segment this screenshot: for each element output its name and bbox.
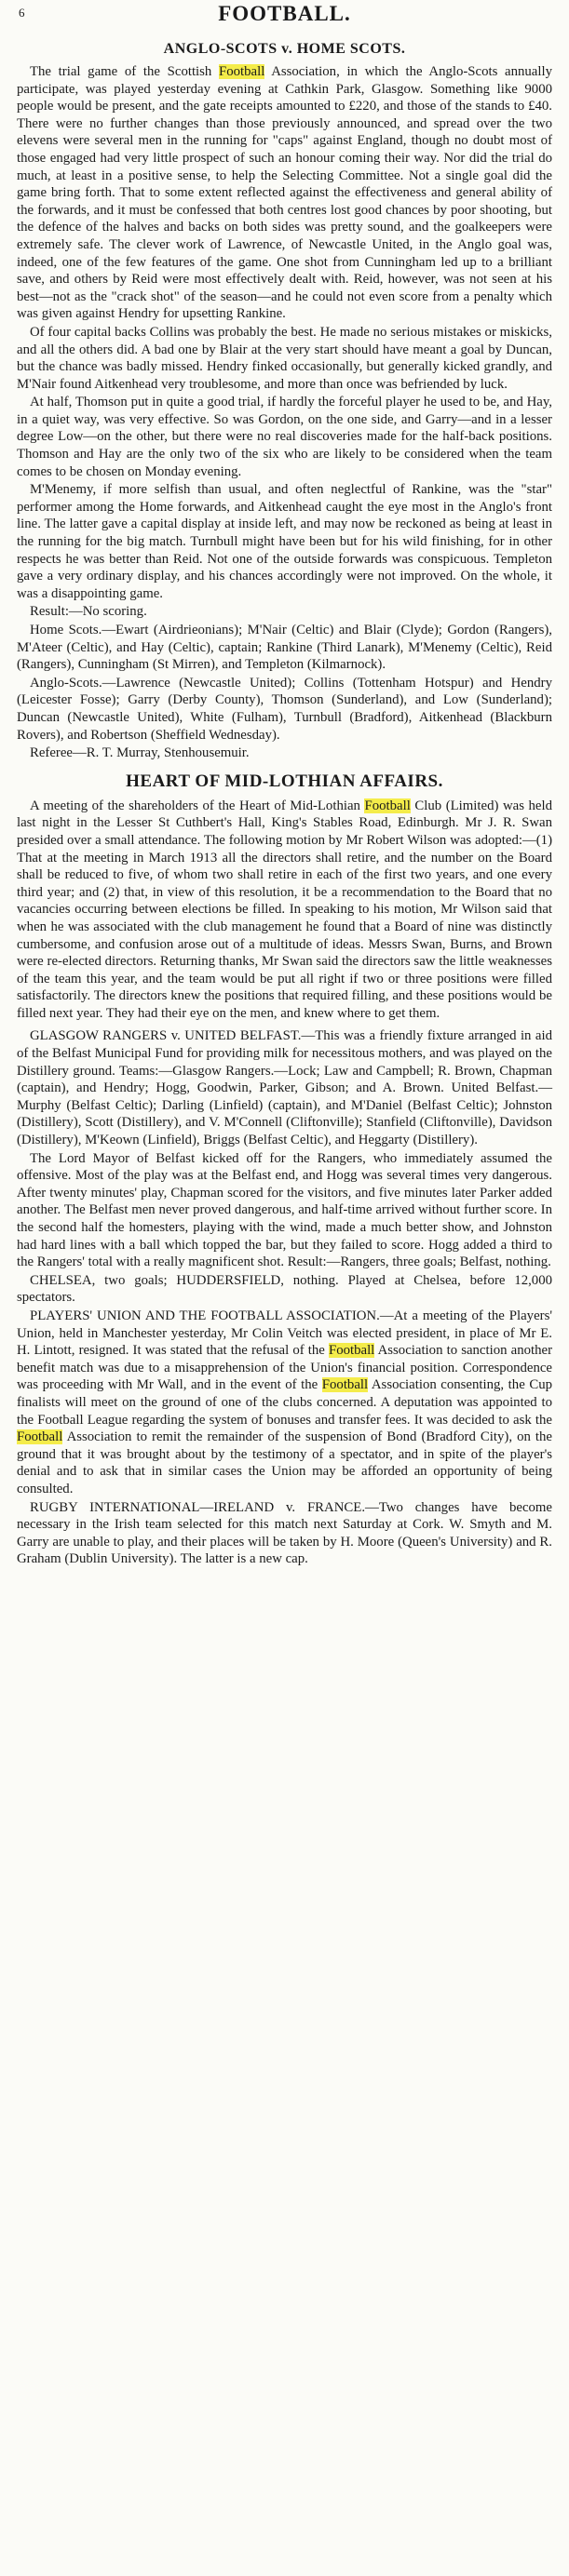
text-run: Of four capital backs Collins was probably the best. He made no serious mistakes or miskicks, and all the others did. A bad one by Blair at the very start should have meant a goal by Duncan, but the chance was badly missed. Hendry finked occasionally, but generally kicked grandly, and M'Nair found Aitkenhead very troublesome, and more than once was befriended by luck. (17, 324, 552, 392)
paragraph (17, 1308, 552, 1498)
text-run: GLASGOW RANGERS v. UNITED BELFAST.—This was a friendly fixture arranged in aid of the Belfast Municipal Fund for providing milk for necessitous mothers, and was played on the Distillery ground. Teams:—Glasgow Rangers.—Lock; Law and Campbell; R. Brown, Chapman (captain), and Hendry; Hogg, Goodwin, Parker, Gibson; and A. Brown. United Belfast.—Murphy (Belfast Celtic); Darling (Linfield) (captain), and M'Daniel (Belfast Celtic); Johnston (Distillery), Scott (Distillery), and V. M'Connell (Cliftonville); Stanfield (Cliftonville), Davidson (Distillery), M'Keown (Linfield), Briggs (Belfast Celtic), and Heggarty (Distillery). (17, 1028, 552, 1148)
text-run: Club (Limited) was held last night in the Lesser St Cuthbert's Hall, King's Stables Road, Edinburgh. Mr J. R. Swan presided over a small attendance. The following motion by Mr Robert Wilson was adopted:—(1) That at the meeting in March 1913 all the directors shall retire, and the number on the Board shall be reduced to five, of whom two shall retire in each of the first two years, and one every third year; and (2) that, in view of this resolution, it be a recommendation to the Board that no vacancies occurring between elections be filled. In speaking to his motion, Mr Wilson said that when he was associated with the club management he found that a Board of nine was distinctly cumbersome, and confusion arose out of a multitude of ideas. Messrs Swan, Burns, and Brown were re-elected directors. Returning thanks, Mr Swan said the directors saw the little weaknesses of the team this year, and the team would be put all right if two or three positions were filled satisfactorily. The directors knew the positions that required filling, and these positions would be filled next year. They had their eye on the men, and knew where to get them. (17, 798, 553, 1021)
page-title: FOOTBALL. (218, 2, 351, 25)
paragraph (17, 798, 552, 1023)
page-number: 6 (19, 6, 25, 20)
highlighted-term: Football (364, 798, 411, 813)
paragraph (17, 1272, 552, 1307)
paragraph (17, 675, 552, 744)
text-run: M'Menemy, if more selfish than usual, and often neglectful of Rankine, was the "star" performer among the Home forwards, and Aitkenhead caught the eye most in the Anglo's front line. The latter gave a capital display at inside left, and may now be reckoned as being at least in the running for the big match. Turnbull might have been but for his wild finishing, for in other respects he was better than Reid. Not one of the outside forwards was conspicuous. Templeton gave a very ordinary display, and his chances accordingly were not improved. On the whole, it was a disappointing game. (17, 482, 552, 601)
text-run: CHELSEA, two goals; HUDDERSFIELD, nothing. Played at Chelsea, before 12,000 spectators. (17, 1272, 552, 1306)
paragraph (17, 324, 552, 393)
text-run: Association consenting, the Cup finalists will meet on the ground of one of the clubs concerned. A deputation was appointed to the Football League regarding the system of bonuses and transfer fees. It was decided to ask the (17, 1377, 552, 1428)
highlighted-term: Football (17, 1429, 63, 1445)
paragraph (17, 1499, 552, 1568)
article-column (17, 35, 552, 1568)
text-run: PLAYERS' UNION AND THE FOOTBALL ASSOCIATION.—At a meeting of the Players' Union, held in Manchester yesterday, Mr Colin Veitch was elected president, in place of Mr E. H. Lintott, resigned. It was stated that the refusal of the (17, 1308, 552, 1359)
text-run: Home Scots.—Ewart (Airdrieonians); M'Nair (Celtic) and Blair (Clyde); Gordon (Rangers), M'Ateer (Celtic), and Hay (Celtic), captain; Rankine (Third Lanark), M'Menemy (Celtic), Reid (Rangers), Cunningham (St Mirren), and Templeton (Kilmarnock). (17, 623, 552, 673)
article-anglo-scots (17, 63, 552, 762)
paragraph (17, 1150, 552, 1271)
page-header (0, 2, 569, 26)
text-run: The Lord Mayor of Belfast kicked off for the Rangers, who immediately assumed the offensive. Most of the play was at the Belfast end, and Hogg was several times very dangerous. After twenty minutes' play, Chapman scored for the visitors, and five minutes later Parker added another. The Belfast men never proved dangerous, and half-time arrived without further score. In the second half the homesters, playing with the wind, made a much better show, and Johnston had hard lines with a ball which topped the bar, but they failed to score. Hogg added a third to the Rangers' total with a really magnificent shot. Result:—Rangers, three goals; Belfast, nothing. (17, 1150, 552, 1270)
text-run: Association to remit the remainder of the suspension of Bond (Bradford City), on the ground that it was brought about by the testimony of a spectator, and in spite of the player's denial and to ask that in similar cases the Union may be afforded an opportunity of being consulted. (17, 1429, 552, 1496)
text-run: At half, Thomson put in quite a good trial, if hardly the forceful player he used to be, and Hay, in a quiet way, was very effective. So was Gordon, on the one side, and Garry—and in a lesser degree Low—on the other, but there were no real discoveries made for the half-back positions. Thomson and Hay are the only two of the six who are likely to be considered when the team comes to be chosen on Monday evening. (17, 395, 552, 479)
text-run: Referee—R. T. Murray, Stenhousemuir. (30, 745, 250, 761)
paragraph (17, 745, 552, 762)
highlighted-term: Football (321, 1377, 369, 1393)
text-run: RUGBY INTERNATIONAL—IRELAND v. FRANCE.—Two changes have become necessary in the Irish team selected for this match next Saturday at Cork. W. Smyth and M. Garry are unable to play, and their places will be taken by H. Moore (Queen's University) and R. Graham (Dublin University). The latter is a new cap. (17, 1499, 552, 1567)
highlighted-term: Football (219, 64, 265, 79)
paragraph (17, 63, 552, 323)
highlighted-term: Football (328, 1343, 375, 1359)
text-run: Association to sanction another benefit match was due to a misapprehension of the Union's financial position. Correspondence was proceeding with Mr Wall, and in the event of the (17, 1343, 552, 1393)
text-run: Association, in which the Anglo-Scots annually participate, was played yesterday evening at Cathkin Park, Glasgow. Something like 9000 people would be present, and the gate receipts amounted to £220, and those of the stands to £40. There were no further changes than those previously announced, and spread over the two elevens were several men in the running for "caps" against England, though no doubt most of those engaged had very little prospect of such an honour coming their way. Nor did the trial do much, at least in a positive sense, to help the Selecting Committee. Not a single goal did the game bring forth. That to some extent reflected against the effectiveness and general ability of the forwards, and it must be confessed that both centres lost good chances by poor shooting, but the defence of the halves and backs on both sides was pretty sound, and the goalkeepers were extremely safe. The clever work of Lawrence, of Newcastle United, in the Anglo goal was, indeed, one of the few features of the game. One shot from Cunningham led up to a brilliant save, and others by Reid were most effectively dealt with. Reid, however, was not seen at his best—not as the "crack shot" of the season—and he could not even score from a penalty which was given against Hendry for upsetting Rankine. (17, 64, 552, 322)
text-run: A meeting of the shareholders of the Heart of Mid-Lothian (30, 798, 365, 813)
paragraph (17, 394, 552, 480)
section-heading-anglo-scots: ANGLO-SCOTS v. HOME SCOTS. (163, 41, 406, 57)
paragraph (17, 603, 552, 621)
paragraph (17, 481, 552, 602)
section-heading-hearts: HEART OF MID-LOTHIAN AFFAIRS. (126, 771, 443, 791)
article-miscellaneous (17, 1027, 552, 1567)
paragraph (17, 1027, 552, 1148)
article-hearts-meeting (17, 798, 552, 1023)
text-run: The trial game of the Scottish (30, 64, 220, 79)
text-run: Result:—No scoring. (30, 604, 147, 620)
text-run: Anglo-Scots.—Lawrence (Newcastle United); Collins (Tottenham Hotspur) and Hendry (Leicester Fosse); Garry (Derby County), Thomson (Sunderland), and Low (Sunderland); Duncan (Newcastle United), White (Fulham), Turnbull (Bradford), Aitkenhead (Blackburn Rovers), and Robertson (Sheffield Wednesday). (17, 675, 552, 743)
paragraph (17, 622, 552, 674)
